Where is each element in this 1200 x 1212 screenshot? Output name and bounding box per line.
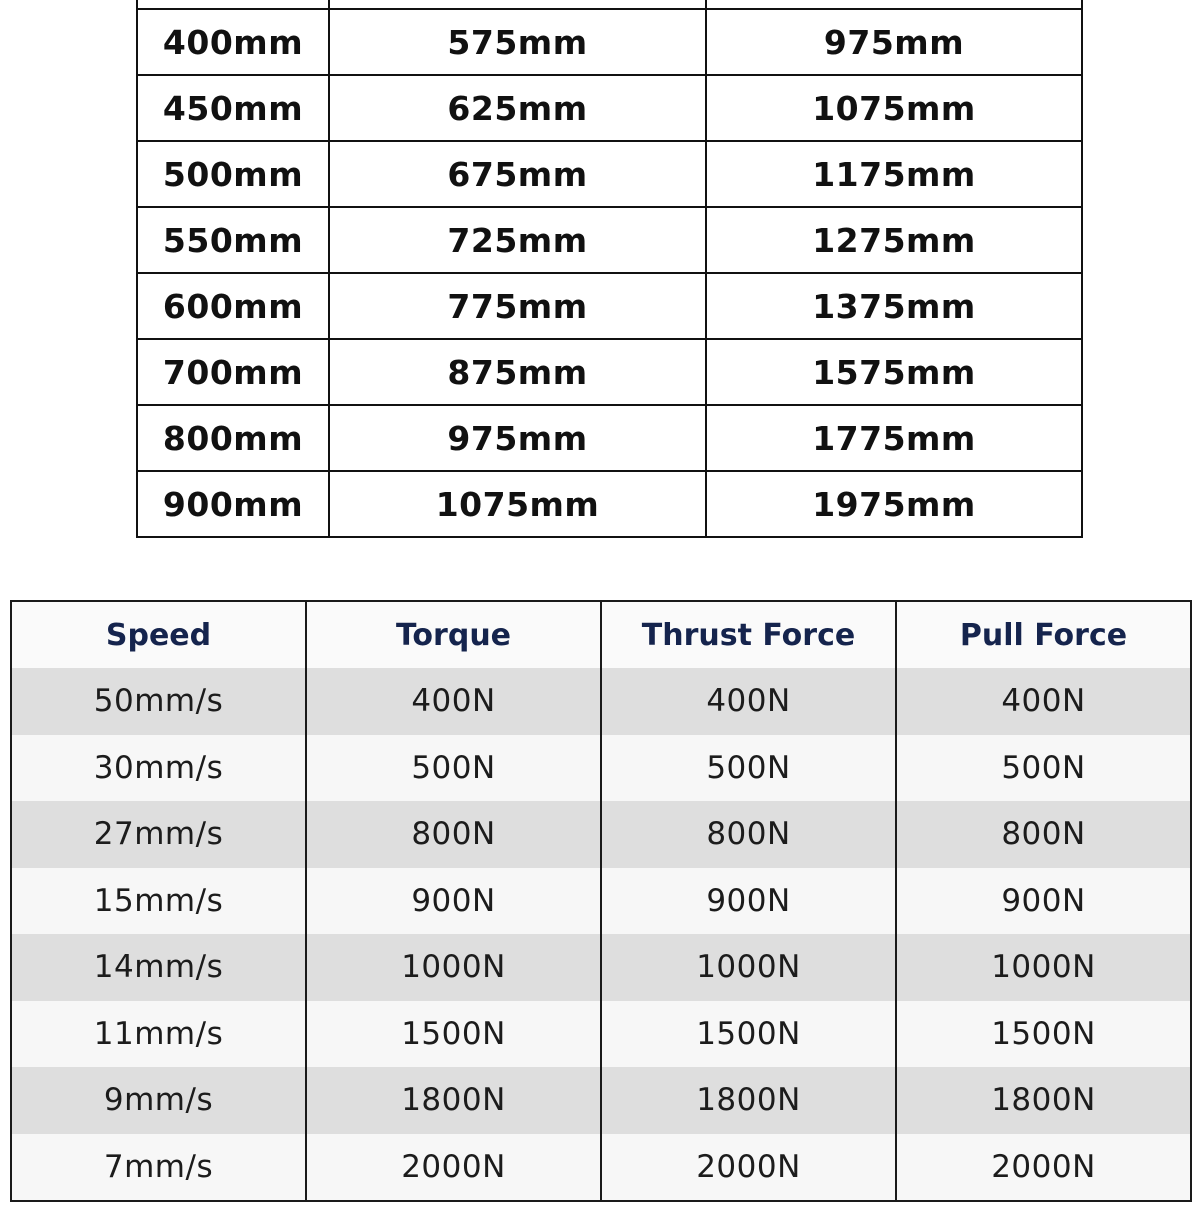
retracted-length-cell: 675mm — [329, 141, 706, 207]
torque-cell: 500N — [306, 735, 601, 802]
pull-force-cell: 1000N — [896, 934, 1191, 1001]
speed-force-table — [10, 600, 1192, 1202]
extended-length-cell: 1175mm — [706, 141, 1082, 207]
pull-force-cell: 900N — [896, 868, 1191, 935]
extended-length-cell: 1775mm — [706, 405, 1082, 471]
stroke-cell: 500mm — [137, 141, 329, 207]
extended-length-cell: 1075mm — [706, 75, 1082, 141]
torque-cell: 2000N — [306, 1134, 601, 1202]
retracted-length-cell: 625mm — [329, 75, 706, 141]
stroke-cell: 450mm — [137, 75, 329, 141]
extended-length-cell: 1575mm — [706, 339, 1082, 405]
speed-cell: 9mm/s — [11, 1067, 306, 1134]
speed-cell: 11mm/s — [11, 1001, 306, 1068]
pull-force-cell: 1500N — [896, 1001, 1191, 1068]
thrust-force-cell: 1500N — [601, 1001, 896, 1068]
speed-cell: 15mm/s — [11, 868, 306, 935]
retracted-length-cell: 575mm — [329, 9, 706, 75]
table-cell — [329, 0, 706, 9]
thrust-force-cell: 400N — [601, 668, 896, 735]
stroke-cell: 800mm — [137, 405, 329, 471]
torque-cell: 900N — [306, 868, 601, 935]
stroke-cell: 600mm — [137, 273, 329, 339]
retracted-length-cell: 725mm — [329, 207, 706, 273]
torque-cell: 1000N — [306, 934, 601, 1001]
retracted-length-cell: 1075mm — [329, 471, 706, 537]
table-header-row — [11, 601, 1191, 668]
table-row — [137, 75, 1082, 141]
table-row — [11, 1001, 1191, 1068]
table-row — [11, 934, 1191, 1001]
thrust-force-cell: 2000N — [601, 1134, 896, 1202]
torque-cell: 1800N — [306, 1067, 601, 1134]
thrust-force-cell: 1800N — [601, 1067, 896, 1134]
table-row — [137, 141, 1082, 207]
header-speed: Speed — [11, 601, 306, 668]
stroke-cell: 700mm — [137, 339, 329, 405]
torque-cell: 400N — [306, 668, 601, 735]
torque-cell: 800N — [306, 801, 601, 868]
table-row — [11, 668, 1191, 735]
speed-cell: 27mm/s — [11, 801, 306, 868]
table-row — [137, 405, 1082, 471]
thrust-force-cell: 1000N — [601, 934, 896, 1001]
table-cell — [706, 0, 1082, 9]
table-row — [11, 735, 1191, 802]
table-row — [11, 1134, 1191, 1202]
thrust-force-cell: 900N — [601, 868, 896, 935]
table-row — [137, 9, 1082, 75]
speed-cell: 30mm/s — [11, 735, 306, 802]
pull-force-cell: 400N — [896, 668, 1191, 735]
thrust-force-cell: 500N — [601, 735, 896, 802]
table-row — [137, 471, 1082, 537]
extended-length-cell: 1275mm — [706, 207, 1082, 273]
table-cell — [137, 0, 329, 9]
pull-force-cell: 1800N — [896, 1067, 1191, 1134]
table-row — [137, 273, 1082, 339]
table-row — [137, 207, 1082, 273]
extended-length-cell: 1375mm — [706, 273, 1082, 339]
header-pull-force: Pull Force — [896, 601, 1191, 668]
table-row — [11, 868, 1191, 935]
header-torque: Torque — [306, 601, 601, 668]
retracted-length-cell: 775mm — [329, 273, 706, 339]
extended-length-cell: 975mm — [706, 9, 1082, 75]
table-row — [137, 339, 1082, 405]
torque-cell: 1500N — [306, 1001, 601, 1068]
table-row — [11, 801, 1191, 868]
speed-cell: 14mm/s — [11, 934, 306, 1001]
pull-force-cell: 2000N — [896, 1134, 1191, 1202]
stroke-cell: 900mm — [137, 471, 329, 537]
speed-cell: 7mm/s — [11, 1134, 306, 1202]
retracted-length-cell: 975mm — [329, 405, 706, 471]
pull-force-cell: 500N — [896, 735, 1191, 802]
table-row — [11, 1067, 1191, 1134]
pull-force-cell: 800N — [896, 801, 1191, 868]
header-thrust-force: Thrust Force — [601, 601, 896, 668]
stroke-dimension-table — [136, 0, 1083, 538]
stroke-cell: 400mm — [137, 9, 329, 75]
extended-length-cell: 1975mm — [706, 471, 1082, 537]
table-row — [137, 0, 1082, 9]
thrust-force-cell: 800N — [601, 801, 896, 868]
speed-cell: 50mm/s — [11, 668, 306, 735]
retracted-length-cell: 875mm — [329, 339, 706, 405]
stroke-cell: 550mm — [137, 207, 329, 273]
